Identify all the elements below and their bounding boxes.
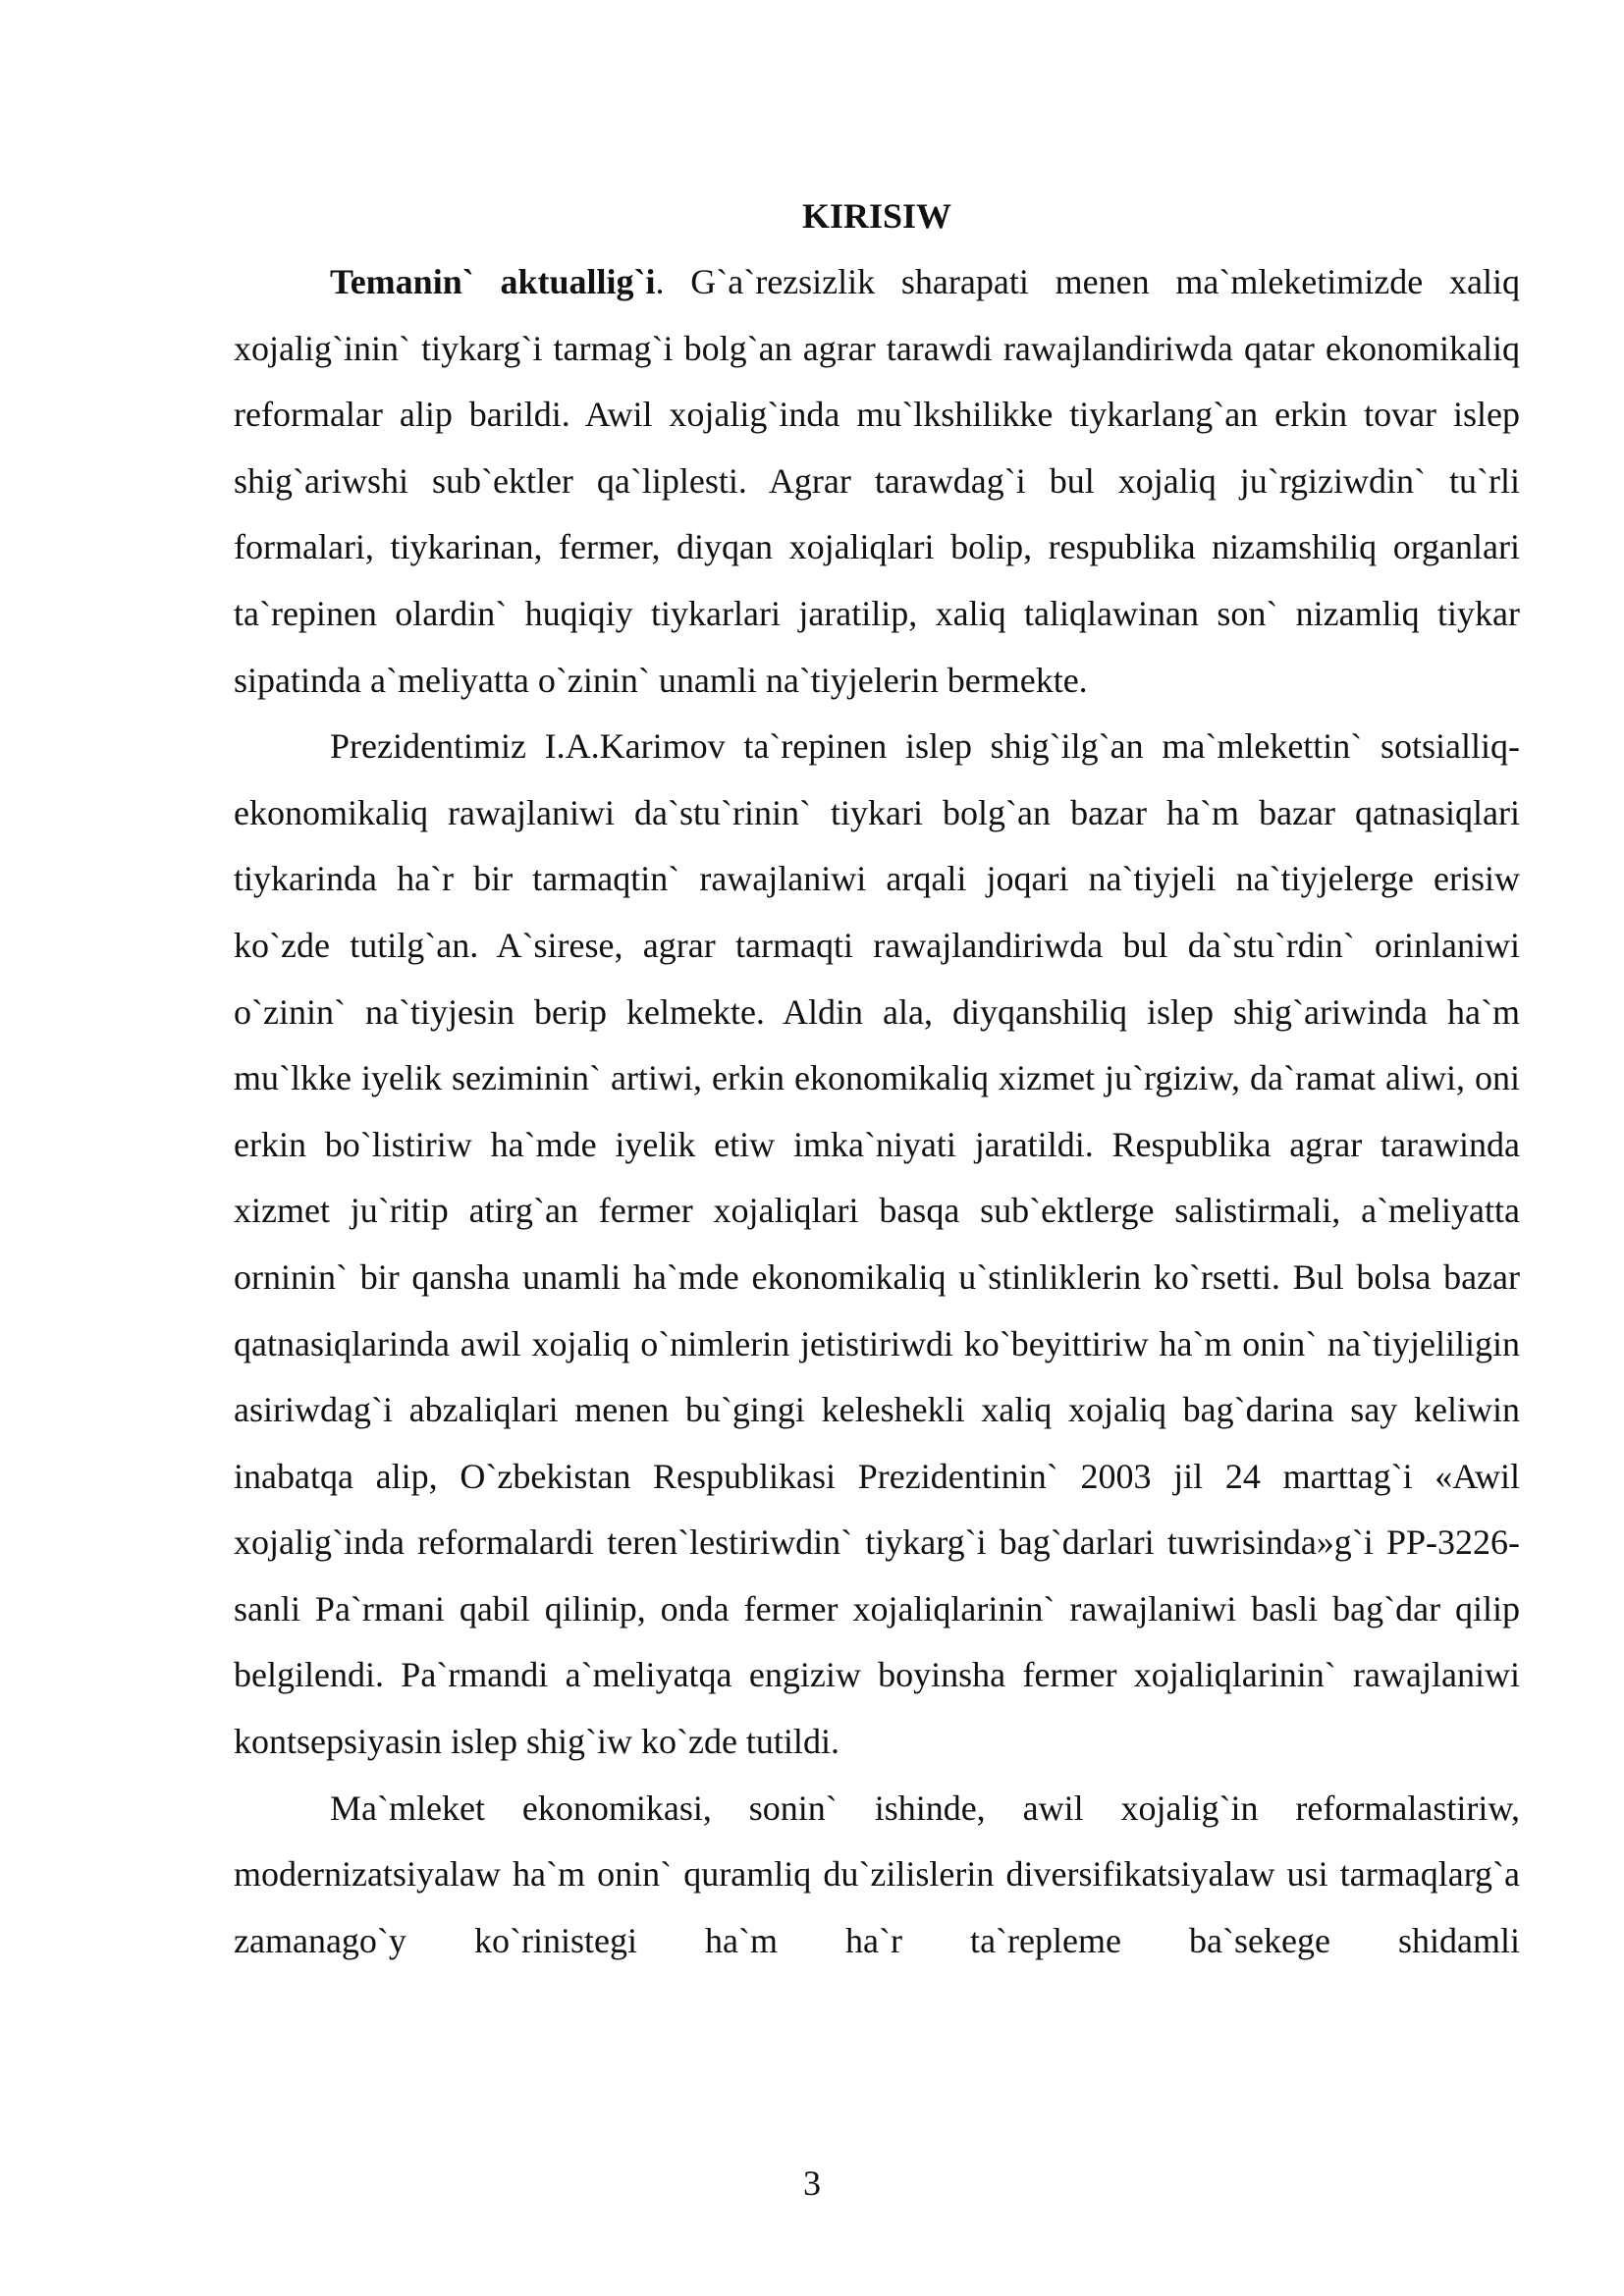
document-body (234, 249, 1520, 1974)
page-number: 3 (803, 2163, 821, 2203)
page-title: KIRISIW (801, 196, 952, 236)
paragraph-lead-bold: Temanin` aktuallig`i (330, 262, 656, 301)
paragraph-relevance (234, 249, 1520, 714)
paragraph-president-reforms: Prezidentimiz I.A.Karimov ta`repinen islep shig`ilg`an ma`mlekettin` sotsialliq-ekonomikaliq rawajlaniwi da`stu`rinin` tiykari bolg`an bazar ha`m bazar qatnasiqlari tiykarinda ha`r bir tarmaqtin` rawajlaniwi arqali joqari na`tiyjeli na`tiyjelerge erisiw ko`zde tutilg`an. A`sirese, agrar tarmaqti rawajlandiriwda bul da`stu`rdin` orinlaniwi o`zinin` na`tiyjesin berip kelmekte. Aldin ala, diyqanshiliq islep shig`ariwinda ha`m mu`lkke iyelik seziminin` artiwi, erkin ekonomikaliq xizmet ju`rgiziw, da`ramat aliwi, oni erkin bo`listiriw ha`mde iyelik etiw imka`niyati jaratildi. Respublika agrar tarawinda xizmet ju`ritip atirg`an fermer xojaliqlari basqa sub`ektlerge salistirmali, a`meliyatta orninin` bir qansha unamli ha`mde ekonomikaliq u`stinliklerin ko`rsetti. Bul bolsa bazar qatnasiqlarinda awil xojaliq o`nimlerin jetistiriwdi ko`beyittiriw ha`m onin` na`tiyjeliligin asiriwdag`i abzaliqlari menen bu`gingi keleshekli xaliq xojaliq bag`darina say keliwin inabatqa alip, O`zbekistan Respublikasi Prezidentinin` 2003 jil 24 marttag`i «Awil xojalig`inda reformalardi teren`lestiriwdin` tiykarg`i bag`darlari tuwrisinda»g`i PP-3226-sanli Pa`rmani qabil qilinip, onda fermer xojaliqlarinin` rawajlaniwi basli bag`dar qilip belgilendi. Pa`rmandi a`meliyatqa engiziw boyinsha fermer xojaliqlarinin` rawajlaniwi kontsepsiyasin islep shig`iw ko`zde tutildi. (234, 726, 1520, 1762)
paragraph-text: . G`a`rezsizlik sharapati menen ma`mleketimizde xaliq xojalig`inin` tiykarg`i tarmag`i bolg`an agrar tarawdi rawajlandiriwda qatar ekonomikaliq reformalar alip barildi. Awil xojalig`inda mu`lkshilikke tiykarlang`an erkin tovar islep shig`ariwshi sub`ektler qa`liplesti. Agrar tarawdag`i bul xojaliq ju`rgiziwdin` tu`rli formalari, tiykarinan, fermer, diyqan xojaliqlari bolip, respublika nizamshiliq organlari ta`repinen olardin` huqiqiy tiykarlari jaratilip, xaliq taliqlawinan son` nizamliq tiykar sipatinda a`meliyatta o`zinin` unamli na`tiyjelerin bermekte. (234, 262, 1520, 700)
paragraph-economy-continues: Ma`mleket ekonomikasi, sonin` ishinde, awil xojalig`in reformalastiriw, modernizatsiyalaw ha`m onin` quramliq du`zilislerin diversifikatsiyalaw usi tarmaqlarg`a zamanago`y ko`rinistegi ha`m ha`r ta`repleme ba`sekege shidamli (234, 1788, 1520, 1960)
